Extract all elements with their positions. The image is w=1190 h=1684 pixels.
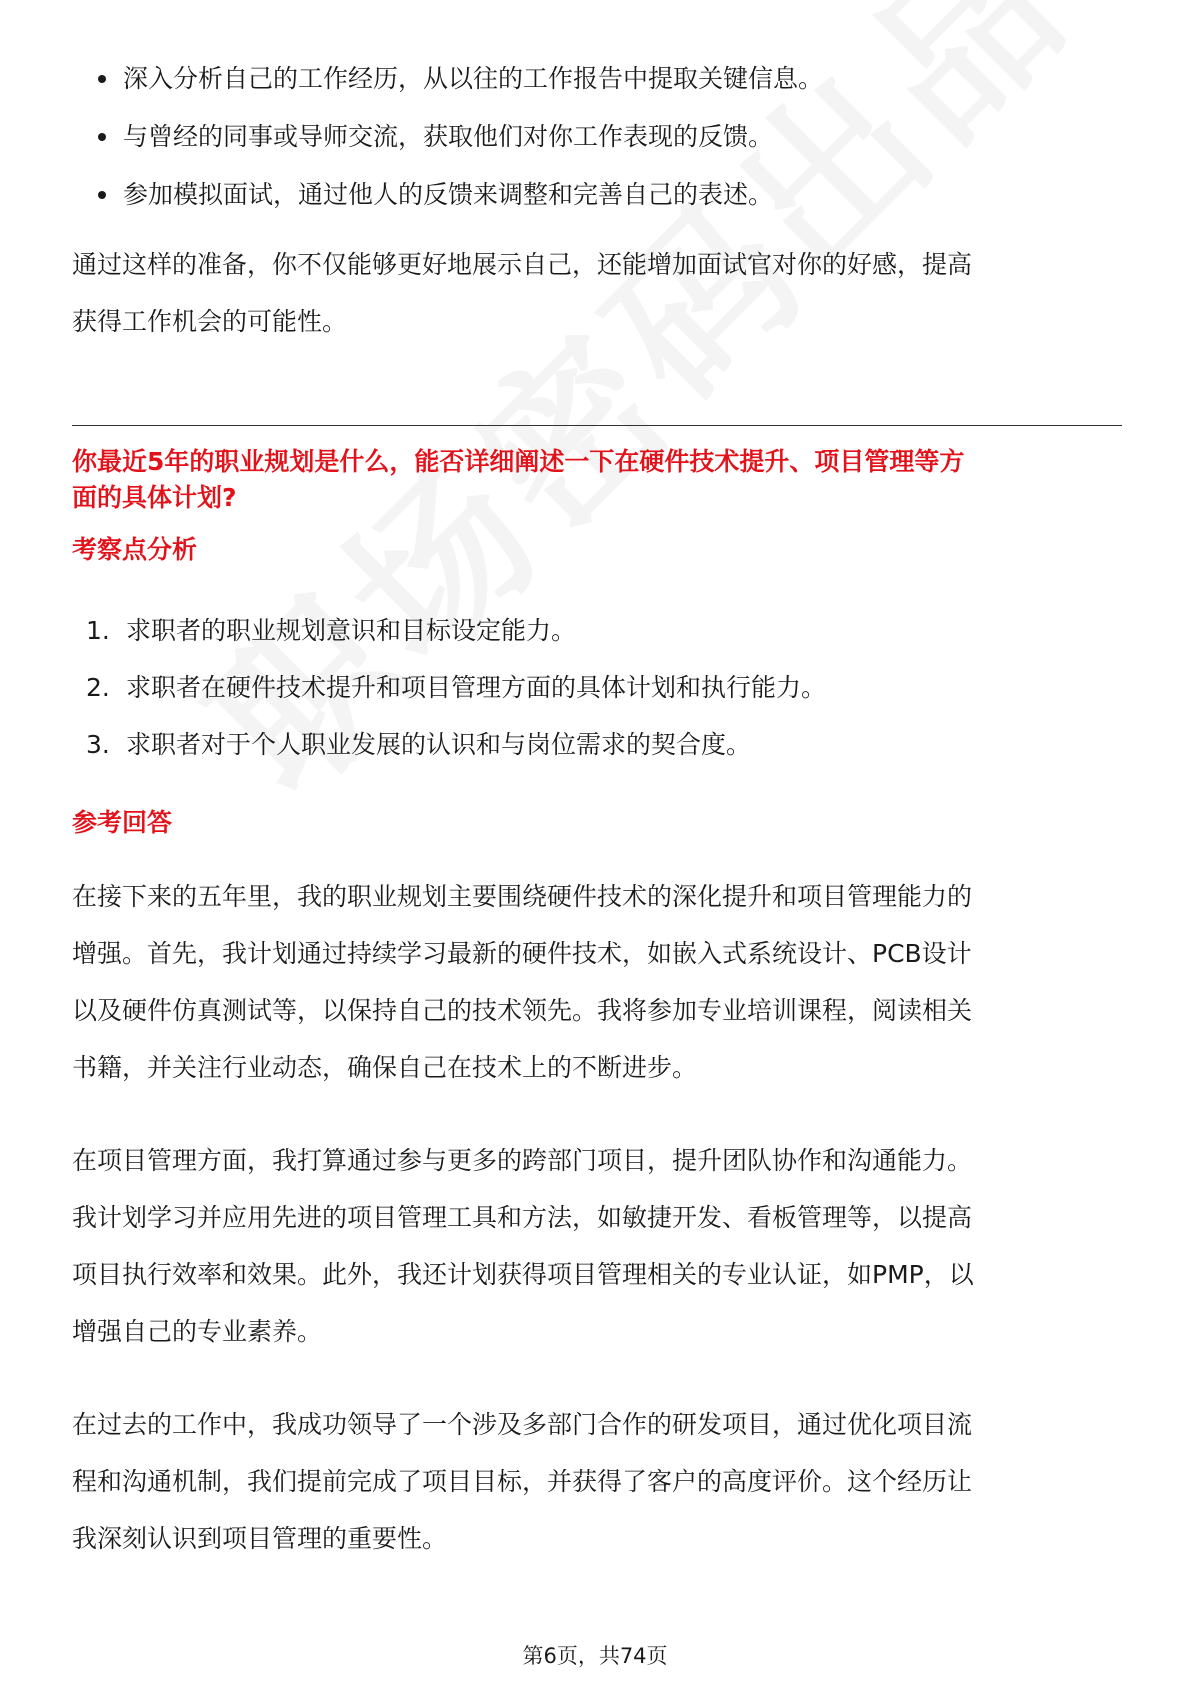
- section-divider: [72, 425, 1122, 426]
- answer-title: 参考回答: [72, 808, 173, 837]
- question-heading: 你最近5年的职业规划是什么，能否详细阐述一下在硬件技术提升、项目管理等方 面的具体计划?: [72, 447, 965, 512]
- list-item: 与曾经的同事或导师交流，获取他们对你工作表现的反馈。: [98, 120, 823, 178]
- list-item: 深入分析自己的工作经历，从以往的工作报告中提取关键信息。: [98, 62, 823, 120]
- list-item: 2. 求职者在硬件技术提升和项目管理方面的具体计划和执行能力。: [86, 673, 827, 702]
- list-item: 3. 求职者对于个人职业发展的认识和与岗位需求的契合度。: [86, 730, 752, 759]
- answer-paragraph: 在过去的工作中，我成功领导了一个涉及多部门合作的研发项目，通过优化项目流 程和沟通机制，我们提前完成了项目目标，并获得了客户的高度评价。这个经历让 我深刻认识到项目管理的重要性。: [72, 1410, 973, 1553]
- bullet-icon: [98, 75, 106, 83]
- answer-paragraph: 在接下来的五年里，我的职业规划主要围绕硬件技术的深化提升和项目管理能力的 增强。首先，我计划通过持续学习最新的硬件技术，如嵌入式系统设计、PCB设计 以及硬件仿真测试等，以保持自己的技术领先。我将参加专业培训课程，阅读相关 书籍，并关注行业动态，确保自己在技术上的不断进步。: [72, 882, 973, 1082]
- intro-bullet-list: [98, 62, 823, 236]
- bullet-icon: [98, 133, 106, 141]
- analysis-title: 考察点分析: [72, 535, 198, 564]
- bullet-icon: [98, 191, 106, 199]
- analysis-list: [86, 614, 826, 785]
- answer-paragraph: 在项目管理方面，我打算通过参与更多的跨部门项目，提升团队协作和沟通能力。 我计划学习并应用先进的项目管理工具和方法，如敏捷开发、看板管理等，以提高 项目执行效率和效果。此外，我还计划获得项目管理相关的专业认证，如PMP，以 增强自己的专业素养。: [72, 1146, 974, 1346]
- closing-paragraph: 通过这样的准备，你不仅能够更好地展示自己，还能增加面试官对你的好感，提高 获得工作机会的可能性。: [72, 250, 973, 336]
- list-item: 参加模拟面试，通过他人的反馈来调整和完善自己的表述。: [98, 178, 823, 236]
- list-item: 1. 求职者的职业规划意识和目标设定能力。: [86, 616, 577, 645]
- page-number: 第6页，共74页: [522, 1644, 668, 1668]
